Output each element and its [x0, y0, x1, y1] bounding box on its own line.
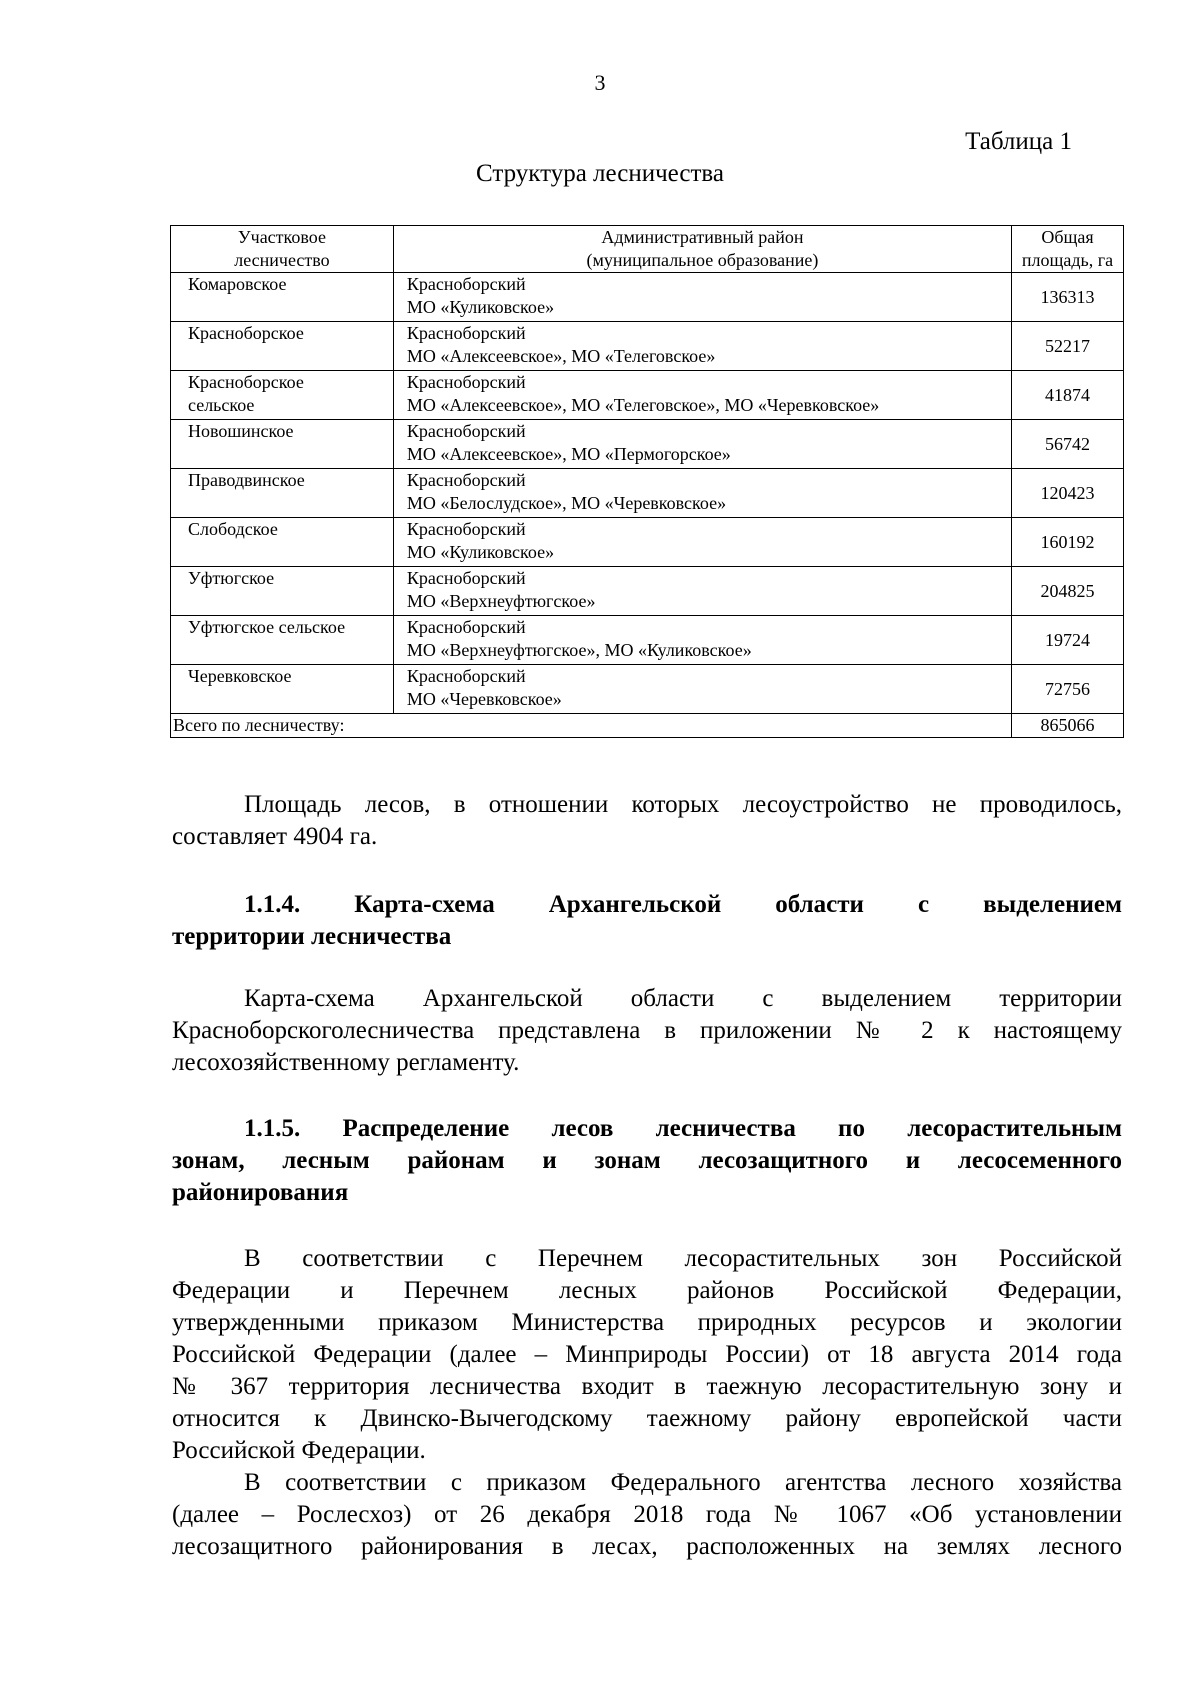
table-row — [171, 322, 1124, 371]
page-number: 3 — [594, 70, 606, 95]
table-title: Структура лесничества — [476, 160, 724, 187]
forestry-name: Новошинское — [171, 420, 394, 469]
header-area: Общая площадь, га — [1012, 226, 1124, 273]
district-cell: Красноборский МО «Куликовское» — [393, 518, 1011, 567]
forestry-name: Слободское — [171, 518, 394, 567]
table-row — [171, 665, 1124, 714]
header-forestry: Участковое лесничество — [171, 226, 394, 273]
table-row — [171, 518, 1124, 567]
area-cell: 120423 — [1012, 469, 1124, 518]
district-cell: Красноборский МО «Белослудское», МО «Черевковское» — [393, 469, 1011, 518]
paragraph-forest-zones: В соответствии с Перечнем лесорастительных зон Российской Федерации и Перечнем лесных районов Российской Федерации, утвержденными приказом Министерства природных ресурсов и экологии Российской Федерации (далее – Минприроды России) от 18 августа 2014 года № 367 территория лесничества входит в таежную лесорастительную зону и относится к Двинско-Вычегодскому таежному району европейской части Российской Федерации. — [172, 1245, 1122, 1464]
area-cell: 41874 — [1012, 371, 1124, 420]
total-label: Всего по лесничеству: — [171, 714, 1012, 738]
forestry-name: Праводвинское — [171, 469, 394, 518]
forestry-name: Черевковское — [171, 665, 394, 714]
area-cell: 72756 — [1012, 665, 1124, 714]
district-cell: Красноборский МО «Куликовское» — [393, 273, 1011, 322]
area-cell: 56742 — [1012, 420, 1124, 469]
table-total-row — [171, 714, 1124, 738]
district-cell: Красноборский МО «Алексеевское», МО «Телеговское», МО «Черевковское» — [393, 371, 1011, 420]
forestry-name: Красноборское — [171, 322, 394, 371]
district-cell: Красноборский МО «Черевковское» — [393, 665, 1011, 714]
table-row — [171, 616, 1124, 665]
district-cell: Красноборский МО «Алексеевское», МО «Пермогорское» — [393, 420, 1011, 469]
section-heading-1-1-4: 1.1.4. Карта-схема Архангельской области с выделением территории лесничества — [172, 891, 1122, 950]
paragraph-unsurveyed-area: Площадь лесов, в отношении которых лесоустройство не проводилось, составляет 4904 га. — [172, 791, 1122, 850]
paragraph-map-scheme: Карта-схема Архангельской области с выделением территории Красноборскоголесничества представлена в приложении № 2 к настоящему лесохозяйственному регламенту. — [172, 985, 1122, 1076]
forestry-name: Уфтюгское — [171, 567, 394, 616]
area-cell: 160192 — [1012, 518, 1124, 567]
total-value: 865066 — [1012, 714, 1124, 738]
forestry-name: Уфтюгское сельское — [171, 616, 394, 665]
forestry-name: Комаровское — [171, 273, 394, 322]
forestry-name: Красноборское сельское — [171, 371, 394, 420]
table-label: Таблица 1 — [965, 128, 1072, 155]
table-row — [171, 420, 1124, 469]
header-district: Административный район (муниципальное образование) — [393, 226, 1011, 273]
section-heading-1-1-5: 1.1.5. Распределение лесов лесничества по лесорастительным зонам, лесным районам и зонам лесозащитного и лесосеменного районирования — [172, 1115, 1122, 1206]
area-cell: 19724 — [1012, 616, 1124, 665]
district-cell: Красноборский МО «Верхнеуфтюгское», МО «Куликовское» — [393, 616, 1011, 665]
paragraph-rosleskhoz-order: В соответствии с приказом Федерального агентства лесного хозяйства (далее – Рослесхоз) от 26 декабря 2018 года № 1067 «Об установлении лесозащитного районирования в лесах, расположенных на землях лесного — [172, 1469, 1122, 1560]
table-row — [171, 371, 1124, 420]
table-row — [171, 469, 1124, 518]
area-cell: 204825 — [1012, 567, 1124, 616]
area-cell: 136313 — [1012, 273, 1124, 322]
table-row — [171, 567, 1124, 616]
district-cell: Красноборский МО «Верхнеуфтюгское» — [393, 567, 1011, 616]
table-row — [171, 273, 1124, 322]
district-cell: Красноборский МО «Алексеевское», МО «Телеговское» — [393, 322, 1011, 371]
forestry-structure-table — [170, 225, 1124, 738]
area-cell: 52217 — [1012, 322, 1124, 371]
table-header-row — [171, 226, 1124, 273]
